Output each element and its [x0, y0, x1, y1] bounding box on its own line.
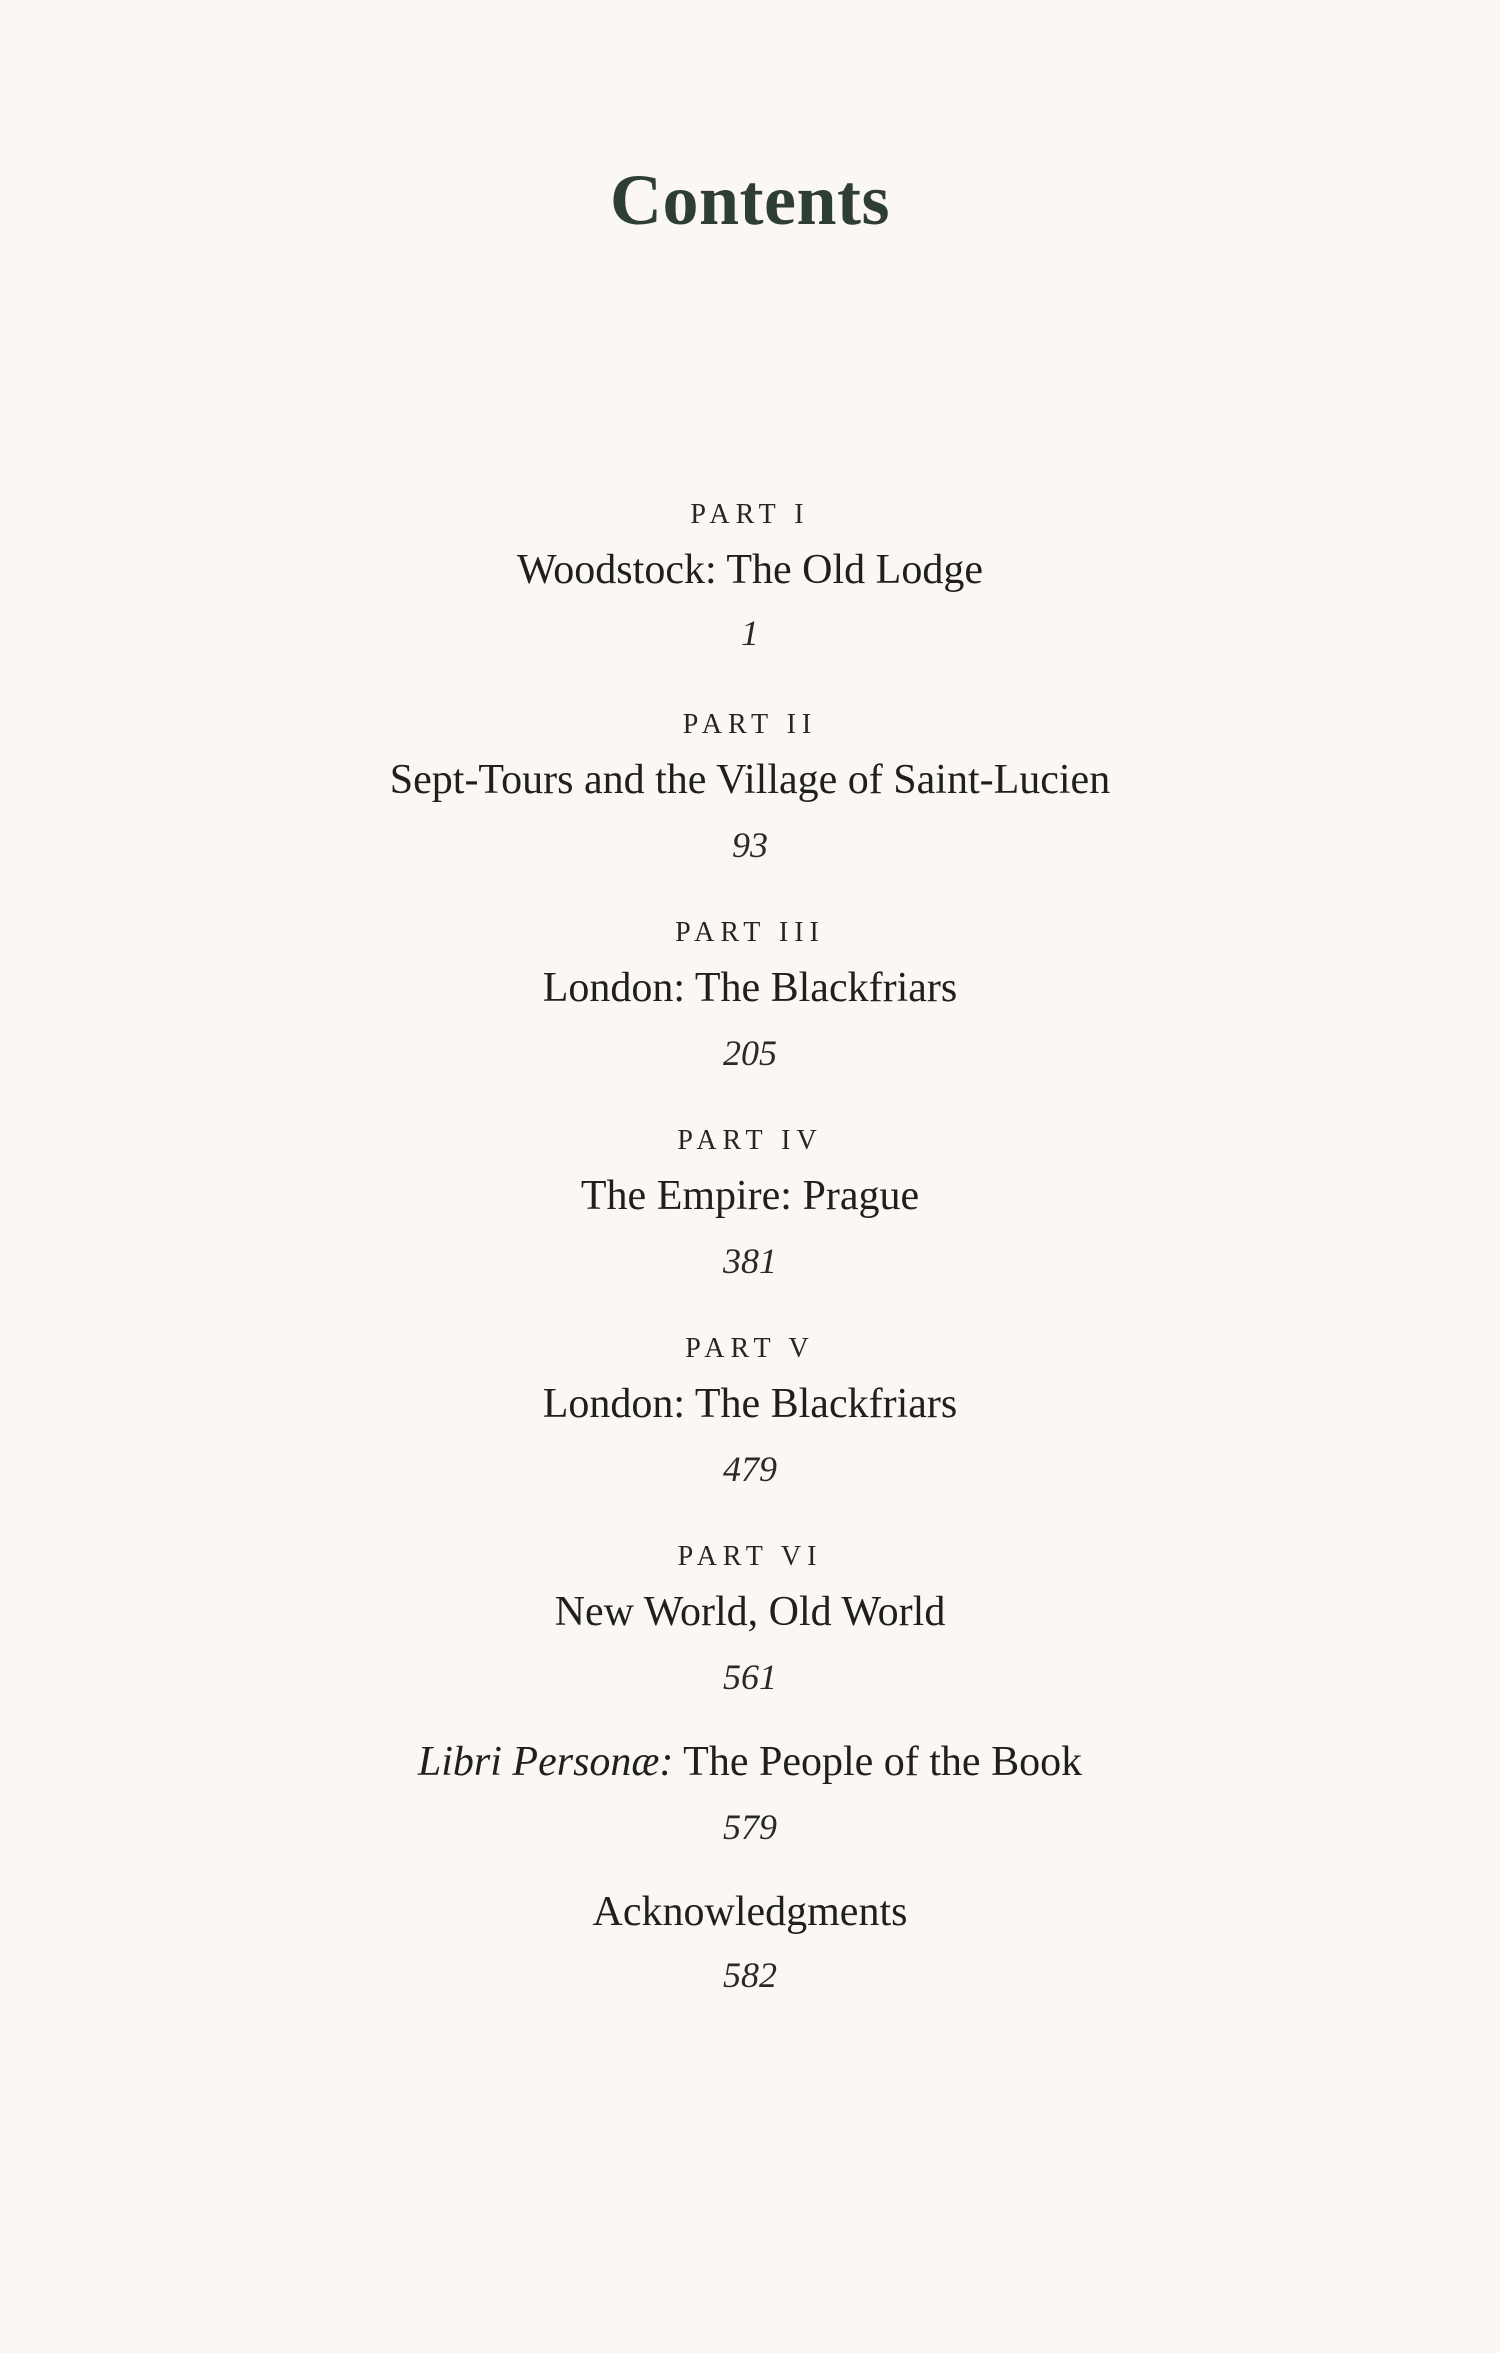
page-number: 1	[741, 613, 759, 653]
back-matter-title-italic: Libri Personæ:	[417, 1739, 674, 1785]
part-title: Woodstock: The Old Lodge	[517, 547, 983, 593]
part-title: The Empire: Prague	[580, 1173, 920, 1219]
part-title: Sept-Tours and the Village of Saint-Lucien	[389, 757, 1111, 803]
page-number: 381	[723, 1241, 777, 1281]
part-label: PART IV	[677, 1125, 823, 1156]
page-number: 582	[723, 1955, 777, 1995]
back-matter-title: Acknowledgments	[592, 1889, 908, 1935]
page-number: 479	[723, 1449, 777, 1489]
part-label: PART II	[682, 709, 818, 740]
part-label: PART V	[685, 1333, 815, 1364]
page-title: Contents	[609, 160, 890, 240]
part-title: New World, Old World	[554, 1589, 946, 1635]
back-matter-title-rest: The People of the Book	[673, 1739, 1083, 1785]
part-title: London: The Blackfriars	[542, 965, 958, 1011]
part-label: PART VI	[677, 1541, 823, 1572]
part-title: London: The Blackfriars	[542, 1381, 958, 1427]
page-number: 93	[732, 825, 768, 865]
back-matter-title	[0, 1732, 1500, 1792]
part-label: PART I	[690, 499, 810, 530]
part-label: PART III	[675, 917, 825, 948]
page-number: 579	[723, 1807, 777, 1847]
page-number: 561	[723, 1657, 777, 1697]
page-number: 205	[723, 1033, 777, 1073]
